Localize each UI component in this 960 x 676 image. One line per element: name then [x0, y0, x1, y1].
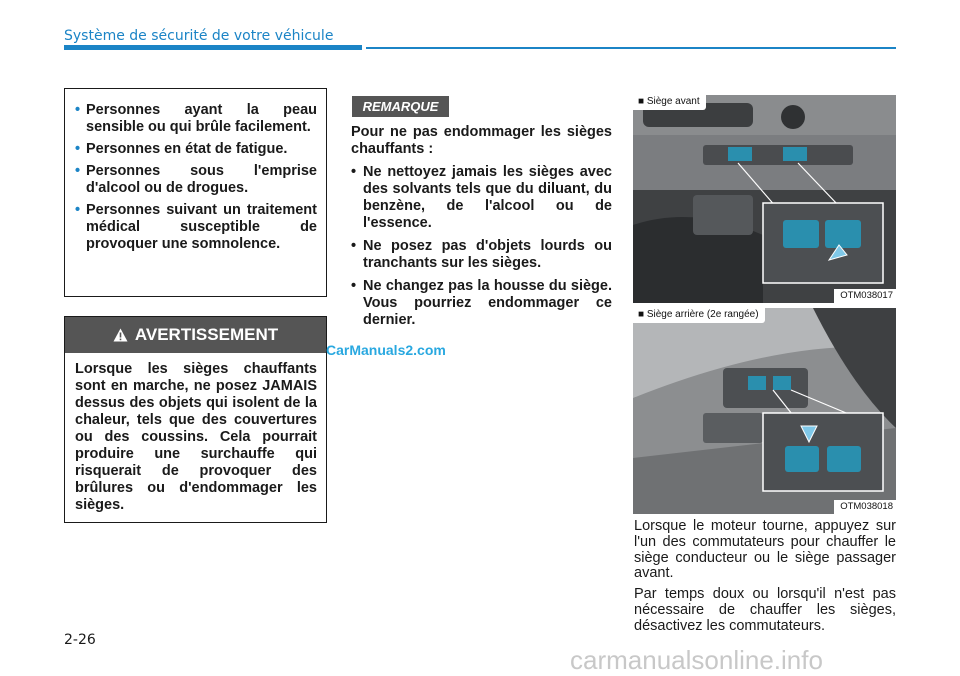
footer-watermark: carmanualsonline.info [570, 645, 823, 675]
remarque-list [351, 164, 612, 329]
header-rule-thin [366, 47, 896, 49]
operation-text [634, 519, 896, 640]
list-item: • Personnes sous l'emprise d'alcool ou de drogues. [75, 163, 317, 197]
section-title: Système de sécurité de votre véhicule [64, 28, 334, 44]
photo-code: OTM038017 [834, 289, 896, 303]
list-item: • Ne changez pas la housse du siège. Vous pourriez endommager ce dernier. [351, 278, 612, 329]
remarque-badge: REMARQUE [352, 96, 449, 117]
list-item: • Personnes ayant la peau sensible ou qui brûle facilement. [75, 102, 317, 136]
header-rule-thick [64, 45, 362, 50]
risk-groups-box [64, 88, 327, 297]
front-console-illustration [633, 95, 896, 303]
risk-groups-list [75, 102, 317, 253]
warning-header [65, 317, 326, 353]
paragraph: Par temps doux ou lorsqu'il n'est pas nécessaire de chauffer les sièges, désactivez les commutateurs. [634, 586, 896, 634]
warning-triangle-icon [113, 328, 128, 342]
list-item: • Ne nettoyez jamais les sièges avec des solvants tels que du diluant, du benzène, de l'alcool ou de l'essence. [351, 164, 612, 232]
rear-seat-photo [633, 308, 896, 514]
page-number: 2-26 [64, 632, 96, 648]
warning-box [64, 316, 327, 523]
photo-label: ■ Siège avant [633, 95, 706, 110]
warning-body: Lorsque les sièges chauffants sont en marche, ne posez JAMAIS dessus des objets qui isolent de la chaleur, tels que des couvertures ou des coussins. Cela pourrait produire une surchauffe qui risquerait de provoquer des brûlures ou d'endommager les sièges. [75, 361, 317, 513]
front-seat-photo [633, 95, 896, 303]
photo-code: OTM038018 [834, 500, 896, 514]
list-item: • Ne posez pas d'objets lourds ou tranchants sur les sièges. [351, 238, 612, 272]
photo-label: ■ Siège arrière (2e rangée) [633, 308, 765, 323]
list-item: • Personnes suivant un traitement médical susceptible de provoquer une somnolence. [75, 202, 317, 253]
rear-door-illustration [633, 308, 896, 514]
list-item: • Personnes en état de fatigue. [75, 141, 317, 158]
site-watermark: CarManuals2.com [326, 342, 446, 358]
warning-title: AVERTISSEMENT [134, 325, 279, 344]
paragraph: Lorsque le moteur tourne, appuyez sur l'un des commutateurs pour chauffer le siège conducteur ou le siège passager avant. [634, 518, 896, 582]
remarque-section [351, 124, 612, 335]
remarque-intro: Pour ne pas endommager les sièges chauffants : [351, 124, 612, 157]
